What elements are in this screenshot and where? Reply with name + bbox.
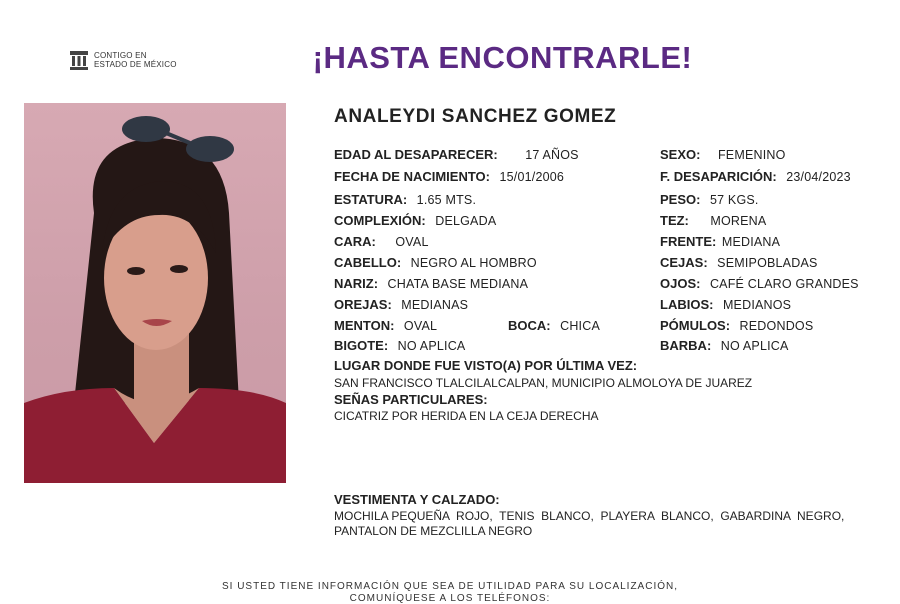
frente-label: FRENTE: xyxy=(660,234,717,249)
field-desaparicion xyxy=(660,169,851,184)
tez-label: TEZ: xyxy=(660,213,689,228)
barba-label: BARBA: xyxy=(660,338,712,353)
senas-value: CICATRIZ POR HERIDA EN LA CEJA DERECHA xyxy=(334,409,599,423)
logo-line-2: ESTADO DE MÉXICO xyxy=(94,60,177,69)
nariz-label: NARIZ: xyxy=(334,276,379,291)
tez-value: MORENA xyxy=(710,214,767,228)
footer-line-1: SI USTED TIENE INFORMACIÓN QUE SEA DE UTILIDAD PARA SU LOCALIZACIÓN, xyxy=(221,581,679,592)
boca-value: CHICA xyxy=(560,319,600,333)
bigote-label: BIGOTE: xyxy=(334,338,389,353)
peso-value: 57 KGS. xyxy=(709,193,759,207)
vestimenta-line-2: PANTALON DE MEZCLILLA NEGRO xyxy=(334,524,533,538)
field-barba xyxy=(660,338,789,353)
vestimenta-label: VESTIMENTA Y CALZADO: xyxy=(334,492,500,507)
desaparicion-label: F. DESAPARICIÓN: xyxy=(660,169,777,184)
cara-value: OVAL xyxy=(395,235,429,249)
cabello-label: CABELLO: xyxy=(334,255,402,270)
field-frente xyxy=(660,234,780,249)
cejas-label: CEJAS: xyxy=(660,255,708,270)
field-cabello xyxy=(334,255,537,270)
barba-value: NO APLICA xyxy=(720,339,789,353)
pomulos-value: REDONDOS xyxy=(739,319,814,333)
ojos-value: CAFÉ CLARO GRANDES xyxy=(709,277,859,291)
estatura-value: 1.65 MTS. xyxy=(416,193,477,207)
boca-label: BOCA: xyxy=(508,318,551,333)
cejas-value: SEMIPOBLADAS xyxy=(717,256,818,270)
field-sexo xyxy=(660,147,786,162)
menton-value: OVAL xyxy=(403,319,438,333)
labios-value: MEDIANOS xyxy=(722,298,792,312)
labios-label: LABIOS: xyxy=(660,297,714,312)
complexion-value: DELGADA xyxy=(435,214,497,228)
complexion-label: COMPLEXIÓN: xyxy=(334,213,426,228)
field-estatura xyxy=(334,192,476,207)
desaparicion-value: 23/04/2023 xyxy=(786,170,851,184)
field-ojos xyxy=(660,276,859,291)
nariz-value: CHATA BASE MEDIANA xyxy=(387,277,529,291)
field-cejas xyxy=(660,255,818,270)
vestimenta-line-1: MOCHILA PEQUEÑA ROJO, TENIS BLANCO, PLAYERA BLANCO, GABARDINA NEGRO, xyxy=(334,509,845,523)
peso-label: PESO: xyxy=(660,192,701,207)
field-nariz xyxy=(334,276,528,291)
field-tez xyxy=(660,213,766,228)
cabello-value: NEGRO AL HOMBRO xyxy=(410,256,537,270)
bigote-value: NO APLICA xyxy=(397,339,466,353)
senas-label: SEÑAS PARTICULARES: xyxy=(334,392,488,407)
field-edad xyxy=(334,147,579,162)
field-cara xyxy=(334,234,429,249)
sexo-label: SEXO: xyxy=(660,147,701,162)
edad-label: EDAD AL DESAPARECER: xyxy=(334,147,498,162)
person-name: ANALEYDI SANCHEZ GOMEZ xyxy=(334,106,617,127)
orejas-value: MEDIANAS xyxy=(401,298,469,312)
field-menton xyxy=(334,318,437,333)
field-orejas xyxy=(334,297,468,312)
estatura-label: ESTATURA: xyxy=(334,192,408,207)
footer-line-2: COMUNÍQUESE A LOS TELÉFONOS: xyxy=(349,593,551,604)
edad-value: 17 AÑOS xyxy=(525,148,579,162)
lugar-value: SAN FRANCISCO TLALCILALCALPAN, MUNICIPIO ALMOLOYA DE JUAREZ xyxy=(334,376,753,390)
lugar-label: LUGAR DONDE FUE VISTO(A) POR ÚLTIMA VEZ: xyxy=(334,358,638,373)
pomulos-label: PÓMULOS: xyxy=(660,318,731,333)
field-complexion xyxy=(334,213,496,228)
field-bigote xyxy=(334,338,465,353)
nacimiento-label: FECHA DE NACIMIENTO: xyxy=(334,169,490,184)
orejas-label: OREJAS: xyxy=(334,297,392,312)
nacimiento-value: 15/01/2006 xyxy=(499,170,565,184)
missing-person-photo xyxy=(24,103,286,483)
field-labios xyxy=(660,297,791,312)
frente-value: MEDIANA xyxy=(721,235,781,249)
field-nacimiento xyxy=(334,169,564,184)
field-peso xyxy=(660,192,759,207)
cara-label: CARA: xyxy=(334,234,376,249)
logo-line-1: CONTIGO EN xyxy=(94,51,147,60)
ojos-label: OJOS: xyxy=(660,276,701,291)
field-pomulos xyxy=(660,318,813,333)
menton-label: MENTON: xyxy=(334,318,395,333)
headline: ¡HASTA ENCONTRARLE! xyxy=(312,40,693,75)
sexo-value: FEMENINO xyxy=(717,148,786,162)
field-boca xyxy=(508,318,600,333)
